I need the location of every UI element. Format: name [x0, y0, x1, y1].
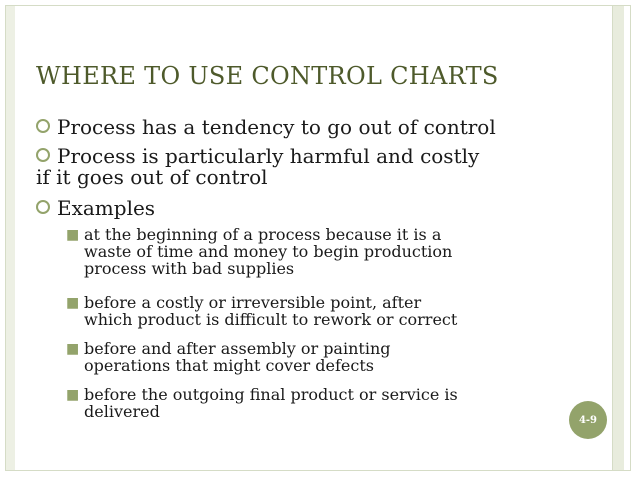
sub-bullet-line: which product is difficult to rework or correct	[84, 310, 458, 329]
sub-bullet-line: before and after assembly or painting	[84, 339, 391, 358]
sub-bullet-line: delivered	[84, 402, 160, 421]
sub-bullet-3	[66, 340, 546, 374]
sub-bullet-line: operations that might cover defects	[84, 356, 374, 375]
circle-bullet-icon	[36, 148, 50, 162]
sub-bullet-2	[66, 294, 546, 328]
circle-bullet-icon	[36, 200, 50, 214]
sub-bullet-4	[66, 386, 546, 420]
bullet-2: Process is particularly harmful and costly if it goes out of control	[36, 144, 480, 189]
bullet-1: Process has a tendency to go out of control	[36, 117, 496, 138]
bullet-3: Examples	[36, 198, 155, 219]
left-decor-band	[6, 6, 15, 470]
square-bullet-icon: ■	[66, 387, 80, 403]
sub-bullet-line: at the beginning of a process because it is a	[84, 225, 442, 244]
square-bullet-icon: ■	[66, 295, 80, 311]
sub-bullet-line: process with bad supplies	[84, 259, 295, 278]
slide-title: WHERE TO USE CONTROL CHARTS	[36, 62, 499, 90]
sub-bullet-line: waste of time and money to begin production	[84, 242, 453, 261]
sub-bullet-1	[66, 226, 546, 277]
sub-bullet-line: before a costly or irreversible point, after	[84, 293, 422, 312]
circle-bullet-icon	[36, 119, 50, 133]
square-bullet-icon: ■	[66, 341, 80, 357]
sub-bullet-line: before the outgoing final product or service is	[84, 385, 458, 404]
square-bullet-icon: ■	[66, 227, 80, 243]
right-decor-band	[612, 6, 624, 470]
page-number-badge: 4-9	[569, 401, 607, 439]
